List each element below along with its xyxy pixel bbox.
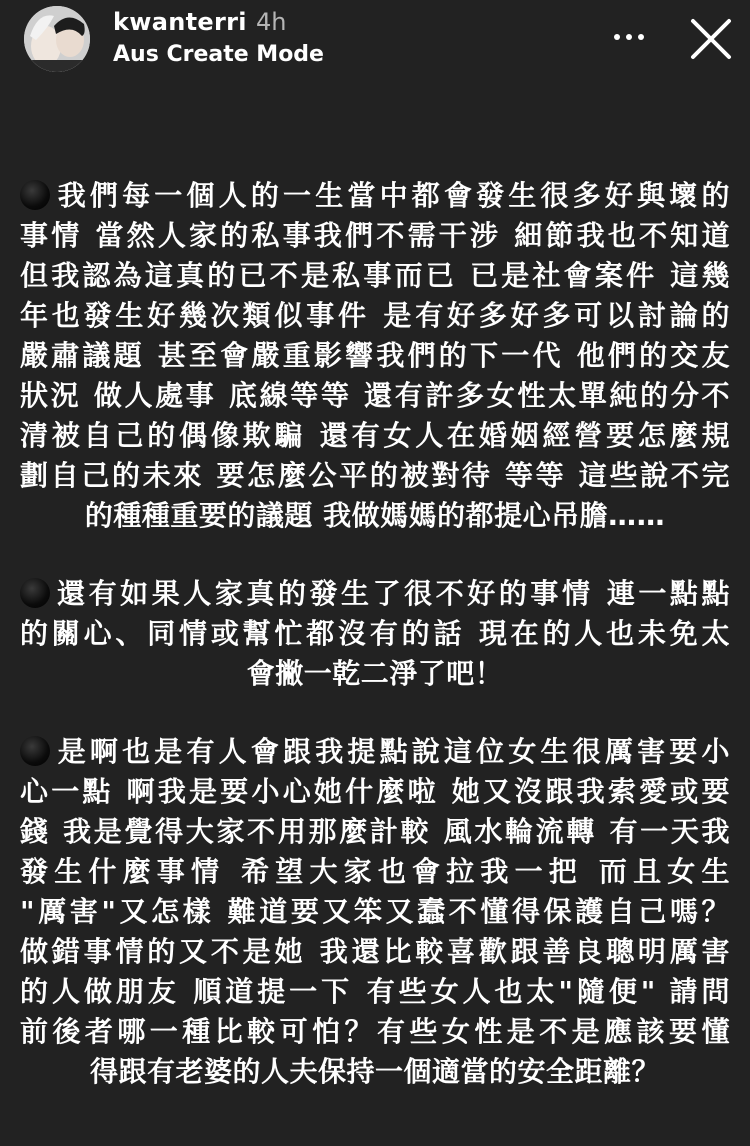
username[interactable]: kwanterri [113,8,247,36]
paragraph [20,732,730,1092]
text-line: 事情 當然人家的私事我們不需干涉 細節我也不知道 [20,219,730,252]
text-line: 發生什麼事情 希望大家也會拉我一把 而且女生 [20,855,730,888]
text-line: 錢 我是覺得大家不用那麼計較 風水輪流轉 有一天我 [20,815,730,848]
text-line: 但我認為這真的已不是私事而已 已是社會案件 這幾 [20,259,730,292]
story-header [0,0,750,90]
ellipsis-icon [614,34,620,40]
black-circle-icon [20,736,50,766]
close-button[interactable] [686,14,736,64]
paragraph [20,176,730,536]
text-line: 嚴肅議題 甚至會嚴重影響我們的下一代 他們的交友 [20,339,730,372]
text-line: 的種種重要的議題 我做媽媽的都提心吊膽…… [84,499,666,532]
paragraph [20,574,730,694]
text-line: 得跟有老婆的人夫保持一個適當的安全距離？ [89,1055,660,1088]
more-options-button[interactable] [604,22,654,52]
text-line: 我們每一個人的一生當中都會發生很多好與壞的 [20,176,730,216]
text-line: 的人做朋友 順道提一下 有些女人也太"隨便" 請問 [20,975,730,1008]
avatar-image [24,6,90,72]
text-line: 做錯事情的又不是她 我還比較喜歡跟善良聰明厲害 [20,935,730,968]
avatar[interactable] [24,6,90,72]
text-line: 的關心、同情或幫忙都沒有的話 現在的人也未免太 [20,617,730,650]
text-line: "厲害"又怎樣 難道要又笨又蠢不懂得保護自己嗎？ [20,895,730,928]
ellipsis-icon [638,34,644,40]
post-time: 4h [256,8,287,36]
text-line: 前後者哪一種比較可怕？有些女性是不是應該要懂 [20,1015,730,1048]
close-icon [686,14,736,64]
text-line: 還有如果人家真的發生了很不好的事情 連一點點 [20,574,730,614]
story-mode-label: Aus Create Mode [113,42,324,67]
text-line: 劃自己的未來 要怎麼公平的被對待 等等 這些說不完 [20,459,730,492]
ellipsis-icon [626,34,632,40]
black-circle-icon [20,180,50,210]
black-circle-icon [20,578,50,608]
text-line: 年也發生好幾次類似事件 是有好多好多可以討論的 [20,299,730,332]
text-line: 狀況 做人處事 底線等等 還有許多女性太單純的分不 [20,379,730,412]
text-line: 是啊也是有人會跟我提點說這位女生很厲害要小 [20,732,730,772]
text-line: 心一點 啊我是要小心她什麼啦 她又沒跟我索愛或要 [20,775,730,808]
text-line: 清被自己的偶像欺騙 還有女人在婚姻經營要怎麼規 [20,419,730,452]
story-text [20,176,730,1092]
text-line: 會撇一乾二淨了吧！ [246,657,504,690]
